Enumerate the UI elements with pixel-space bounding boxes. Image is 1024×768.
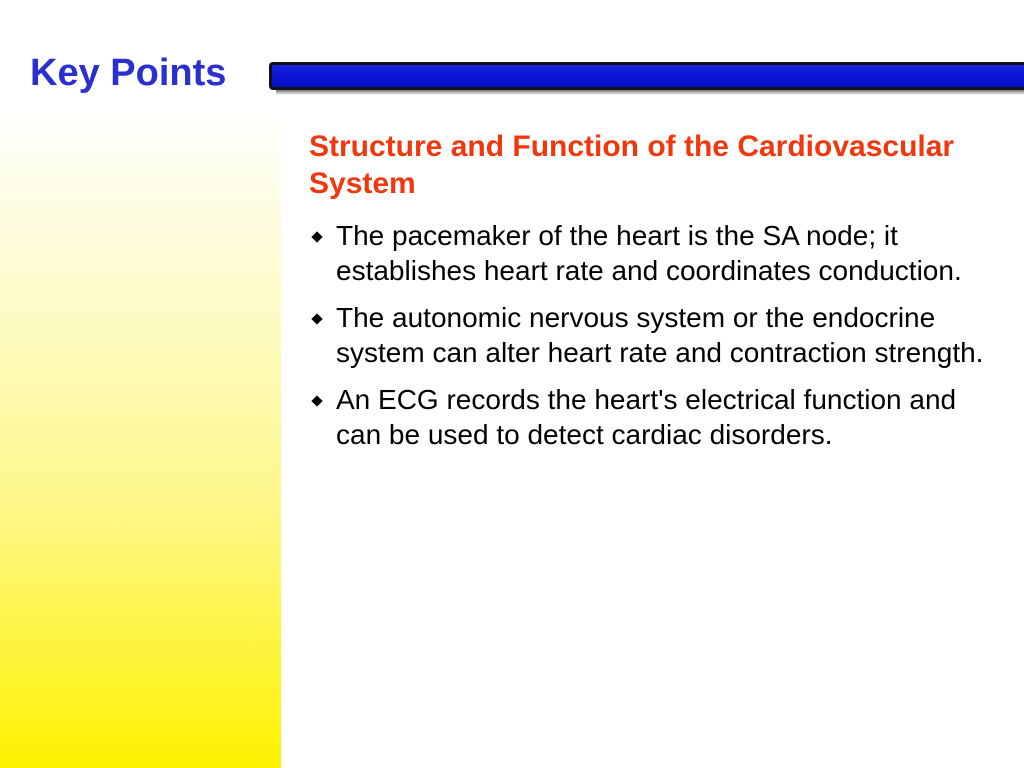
slide-title: Key Points — [30, 52, 227, 94]
section-heading: Structure and Function of the Cardiovascular System — [309, 130, 955, 200]
bullet-item — [309, 218, 996, 288]
bullet-item — [309, 382, 996, 452]
diamond-bullet-icon — [311, 231, 322, 242]
diamond-bullet-icon — [311, 395, 322, 406]
bullet-text: The pacemaker of the heart is the SA node; it establishes heart rate and coordinates conduction. — [336, 220, 962, 286]
title-bar — [269, 62, 1024, 90]
bullet-list — [309, 218, 999, 452]
bullet-text: The autonomic nervous system or the endocrine system can alter heart rate and contraction strength. — [336, 302, 984, 368]
diamond-bullet-icon — [311, 313, 322, 324]
bullet-text: An ECG records the heart's electrical function and can be used to detect cardiac disorders. — [336, 384, 957, 450]
side-gradient-panel — [0, 105, 281, 768]
bullet-item — [309, 300, 996, 370]
slide-content — [309, 128, 999, 464]
title-bar-shadow — [276, 90, 1024, 95]
